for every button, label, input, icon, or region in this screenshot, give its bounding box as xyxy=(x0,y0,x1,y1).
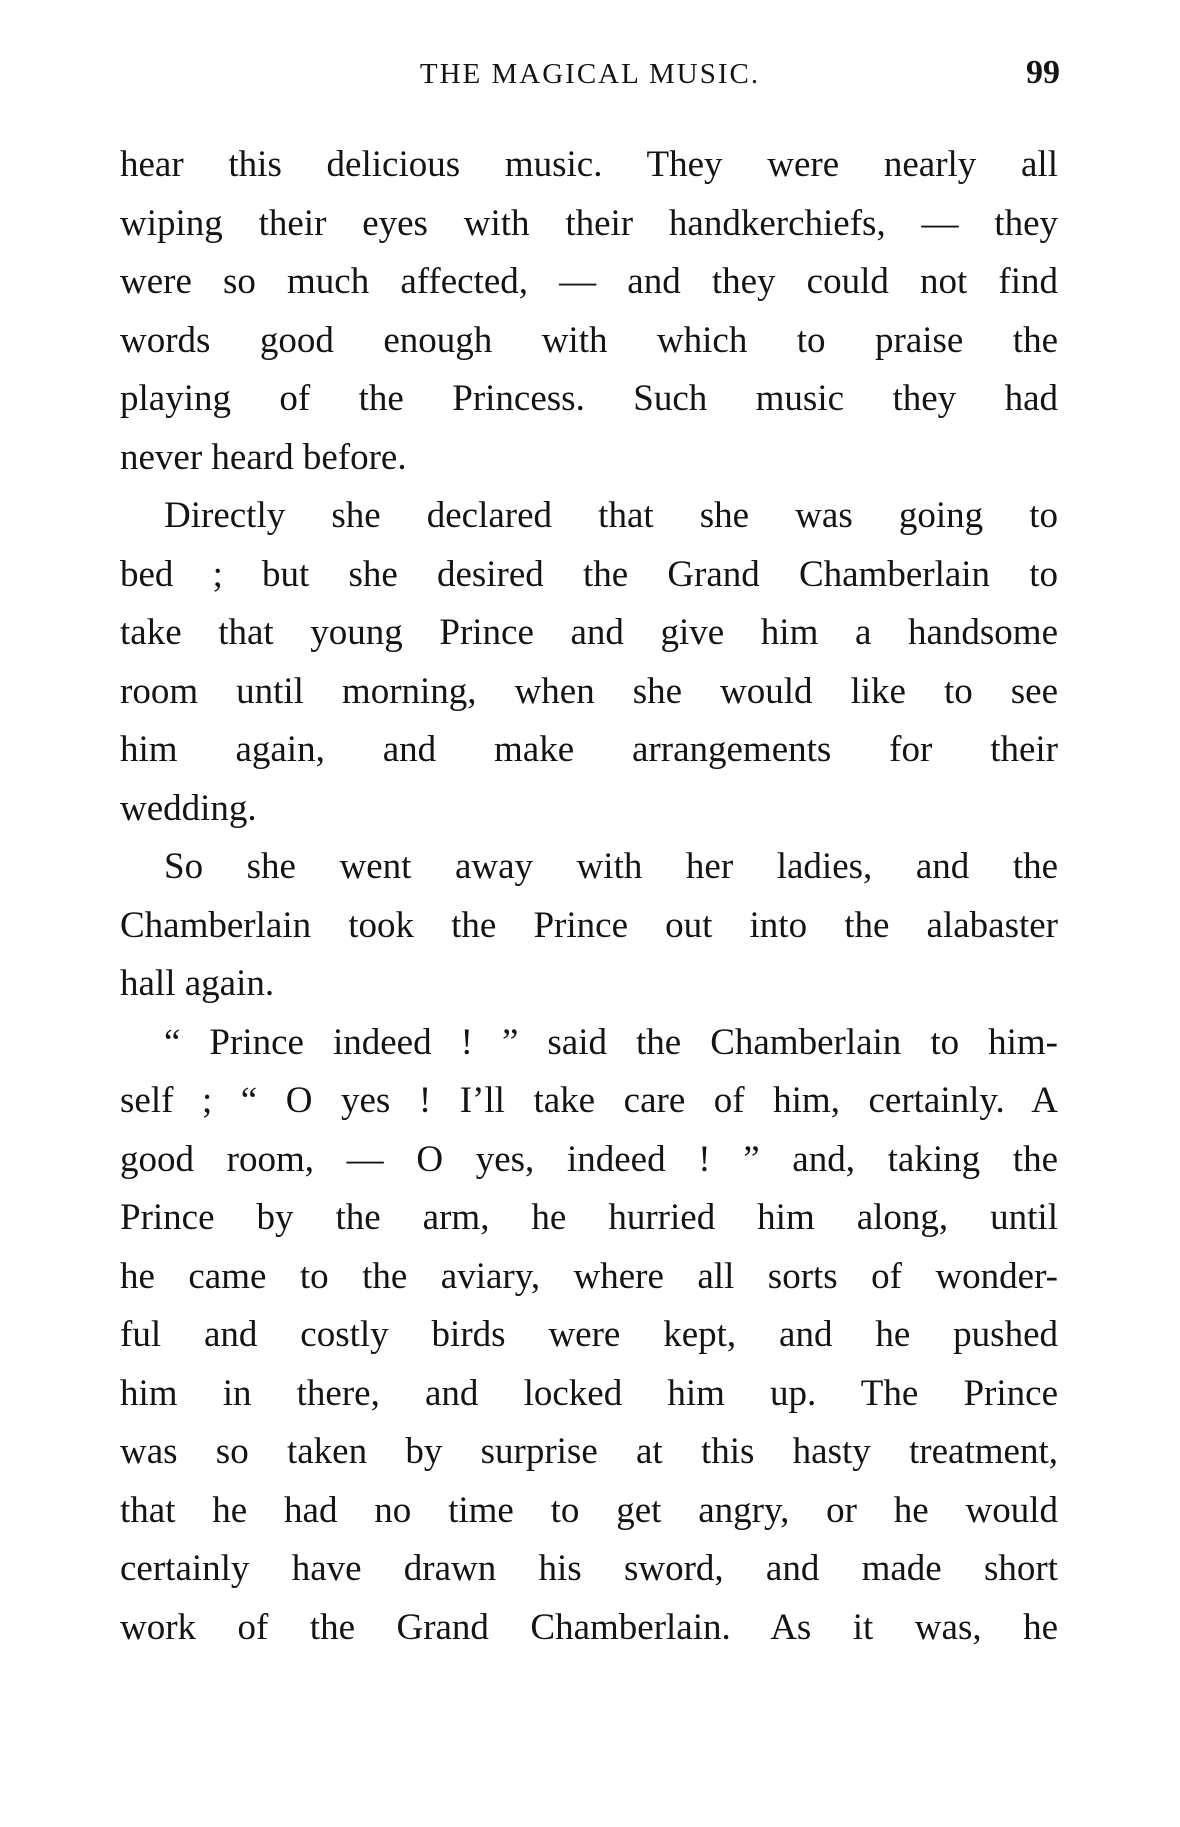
paragraph-2 xyxy=(120,487,1058,838)
text-line: take that young Prince and give him a handsome xyxy=(120,612,1058,653)
text-line: room until morning, when she would like to see xyxy=(120,670,1058,712)
text-line: Chamberlain took the Prince out into the alabaster xyxy=(120,904,1058,946)
text-line: bed ; but she desired the Grand Chamberlain to xyxy=(120,553,1058,595)
text-line: that he had no time to get angry, or he would xyxy=(120,1489,1058,1531)
text-line: him again, and make arrangements for their xyxy=(120,729,1058,770)
text-body xyxy=(120,136,1058,1657)
text-line: self ; “ O yes ! I’ll take care of him, certainly. A xyxy=(120,1080,1058,1121)
text-line: good room, — O yes, indeed ! ” and, taking the xyxy=(120,1138,1058,1180)
text-line: words good enough with which to praise the xyxy=(120,319,1058,361)
text-line: were so much affected, — and they could not find xyxy=(120,261,1058,302)
text-line: was so taken by surprise at this hasty treatment, xyxy=(120,1431,1058,1472)
text-line: him in there, and locked him up. The Prince xyxy=(120,1372,1058,1414)
paragraph-1 xyxy=(120,136,1058,487)
text-line: “ Prince indeed ! ” said the Chamberlain to him- xyxy=(164,1021,1058,1063)
text-line: wedding. xyxy=(120,787,257,829)
text-line: Prince by the arm, he hurried him along, until xyxy=(120,1197,1058,1238)
page-number: 99 xyxy=(1026,54,1060,91)
text-line: work of the Grand Chamberlain. As it was, he xyxy=(120,1606,1058,1648)
running-title: THE MAGICAL MUSIC. xyxy=(419,58,761,90)
paragraph-3 xyxy=(120,838,1058,1014)
text-line: never heard before. xyxy=(120,436,407,478)
text-line: wiping their eyes with their handkerchiefs, — they xyxy=(120,202,1058,244)
text-line: Directly she declared that she was going to xyxy=(164,495,1058,536)
text-line: So she went away with her ladies, and the xyxy=(164,846,1058,887)
text-line: he came to the aviary, where all sorts of wonder- xyxy=(120,1255,1058,1297)
text-line: ful and costly birds were kept, and he pushed xyxy=(120,1314,1058,1355)
text-line: hall again. xyxy=(120,963,275,1004)
text-line: hear this delicious music. They were nearly all xyxy=(120,144,1058,185)
text-line: certainly have drawn his sword, and made short xyxy=(120,1548,1058,1589)
paragraph-4 xyxy=(120,1014,1058,1658)
running-head xyxy=(120,54,1060,98)
text-line: playing of the Princess. Such music they had xyxy=(120,378,1058,419)
